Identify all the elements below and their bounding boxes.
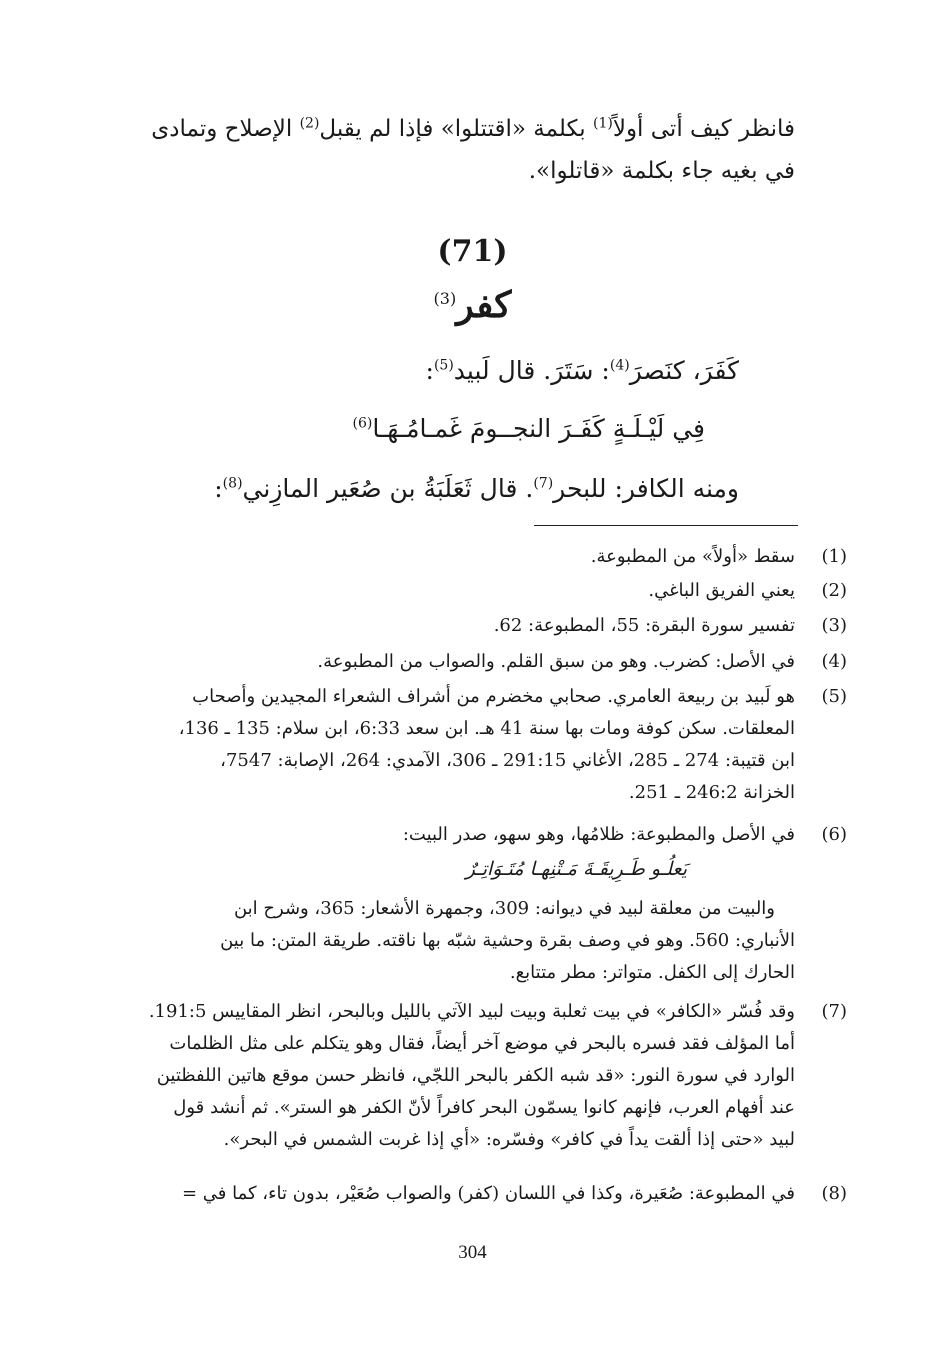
footnote-text: المعلقات. سكن كوفة ومات بها سنة 41 هـ. ابن سعد 6:33، ابن سلام: 135 ـ 136، [178, 718, 795, 739]
footnote-text: في الأصل: كضرب. وهو من سبق القلم. والصواب من المطبوعة. [317, 651, 795, 672]
footnote-number: (6) [821, 824, 847, 845]
definition-text: كَفَرَ، كنَصرَ [629, 356, 739, 385]
footnote-text: سقط «أولاً» من المطبوعة. [590, 546, 795, 567]
footnote-number: (7) [821, 1001, 847, 1022]
intro-line-2 [529, 154, 795, 188]
footnote-ref: (6) [352, 415, 373, 432]
intro-text: في بغيه جاء بكلمة «قاتلوا». [528, 158, 795, 184]
footnote-ref: (8) [222, 475, 243, 492]
intro-text: بكلمة «اقتتلوا» فإذا لم يقبل [319, 116, 593, 142]
page-number: 304 [458, 1242, 487, 1263]
footnote-text: الخزانة 246:2 ـ 251. [628, 782, 795, 803]
footnote-ref: (4) [609, 357, 630, 374]
footnote-text: يعني الفريق الباغي. [648, 580, 795, 601]
footnote-text: الوارد في سورة النور: «قد شبه الكفر بالبحر اللجّي، فانظر حسن موقع هاتين اللفظتين [156, 1065, 795, 1086]
footnote-1 [77, 541, 847, 573]
footnote-number: (5) [821, 686, 847, 707]
footnote-text: الأنباري: 560. وهو في وصف بقرة وحشية شبّه بها ناقته. طريقة المتن: ما بين [220, 930, 795, 951]
footnote-ref: (2) [299, 115, 320, 132]
definition-text: : سَتَرَ. قال لَبيد [453, 356, 610, 385]
footnote-ref: (3) [433, 289, 457, 308]
definition-text: : [214, 474, 223, 503]
footnote-text: هو لَبيد بن ربيعة العامري. صحابي مخضرم من أشراف الشعراء المجيدين وأصحاب [192, 686, 795, 707]
definition-text: . قال ثَعَلَبَةُ بن صُعَير المازِني [242, 474, 534, 503]
verse-line [352, 412, 705, 446]
footnote-text: والبيت من معلقة لبيد في ديوانه: 309، وجمهرة الأشعار: 365، وشرح ابن [233, 898, 775, 919]
intro-text: فانظر كيف أتى أولاً [612, 116, 795, 142]
footnote-number: (4) [821, 651, 847, 672]
definition-line [426, 354, 740, 388]
footnote-text: أما المؤلف فقد فسره بالبحر في موضع آخر أيضاً، فقال وهو يتكلم على مثل الظلمات [169, 1033, 795, 1054]
footnote-ref: (1) [592, 115, 613, 132]
intro-text: الإصلاح وتمادى [151, 116, 300, 142]
footnote-number: (8) [821, 1183, 847, 1204]
footnote-ref: (7) [533, 475, 554, 492]
footnote-text: لبيد «حتى إذا ألقت يداً في كافر» وفسّره: «أي إذا غربت الشمس في البحر». [223, 1129, 795, 1150]
footnote-2 [77, 575, 847, 607]
entry-number: (71) [437, 234, 508, 269]
entry-headword [0, 284, 945, 326]
footnote-6 [77, 819, 847, 851]
footnote-separator [534, 525, 798, 526]
footnote-text: الحارك إلى الكفل. متواتر: مطر متتابع. [509, 962, 795, 983]
footnote-text: عند أفهام العرب، فإنهم كانوا يسمّون البحر كافراً لأنّ الكفر هو الستر». ثم أنشد قول [173, 1097, 795, 1118]
footnote-verse: يَعلُـو طَـرِيقَـةَ مَـتْنِهـا مُتَـوَاتِـرٌ [465, 858, 687, 880]
footnote-text: في المطبوعة: صُعَيرة، وكذا في اللسان (كفر) والصواب صُعَيْر، بدون تاء، كما في = [181, 1183, 795, 1204]
footnote-7 [77, 996, 847, 1156]
definition-text: ومنه الكافر: للبحر [553, 474, 739, 503]
footnote-number: (3) [821, 615, 847, 636]
footnote-text: في الأصل والمطبوعة: ظلامُها، وهو سهو، صدر البيت: [402, 824, 795, 845]
footnote-ref: (5) [433, 357, 454, 374]
footnote-text: ابن قتيبة: 274 ـ 285، الأغاني 291:15 ـ 306، الآمدي: 264، الإصابة: 7547، [220, 750, 795, 771]
definition-line-2 [214, 472, 739, 506]
footnote-number: (2) [821, 580, 847, 601]
intro-line-1 [151, 112, 795, 146]
verse-text: فِي لَيْـلَـةٍ كَفَـرَ النجــومَ غَمـامُـهَـا [372, 414, 705, 443]
footnote-number: (1) [821, 546, 847, 567]
footnote-6-continuation [77, 893, 795, 989]
footnote-text: وقد فُسّر «الكافر» في بيت ثعلبة وبيت لبيد الآتي بالليل وبالبحر، انظر المقاييس 191:5. [148, 1001, 795, 1022]
headword-text: كفر [456, 284, 512, 326]
footnote-8 [77, 1178, 847, 1210]
definition-text: : [425, 356, 434, 385]
footnote-5 [77, 681, 847, 809]
footnote-text: تفسير سورة البقرة: 55، المطبوعة: 62. [493, 615, 795, 636]
footnote-3 [77, 610, 847, 642]
footnote-4 [77, 646, 847, 678]
